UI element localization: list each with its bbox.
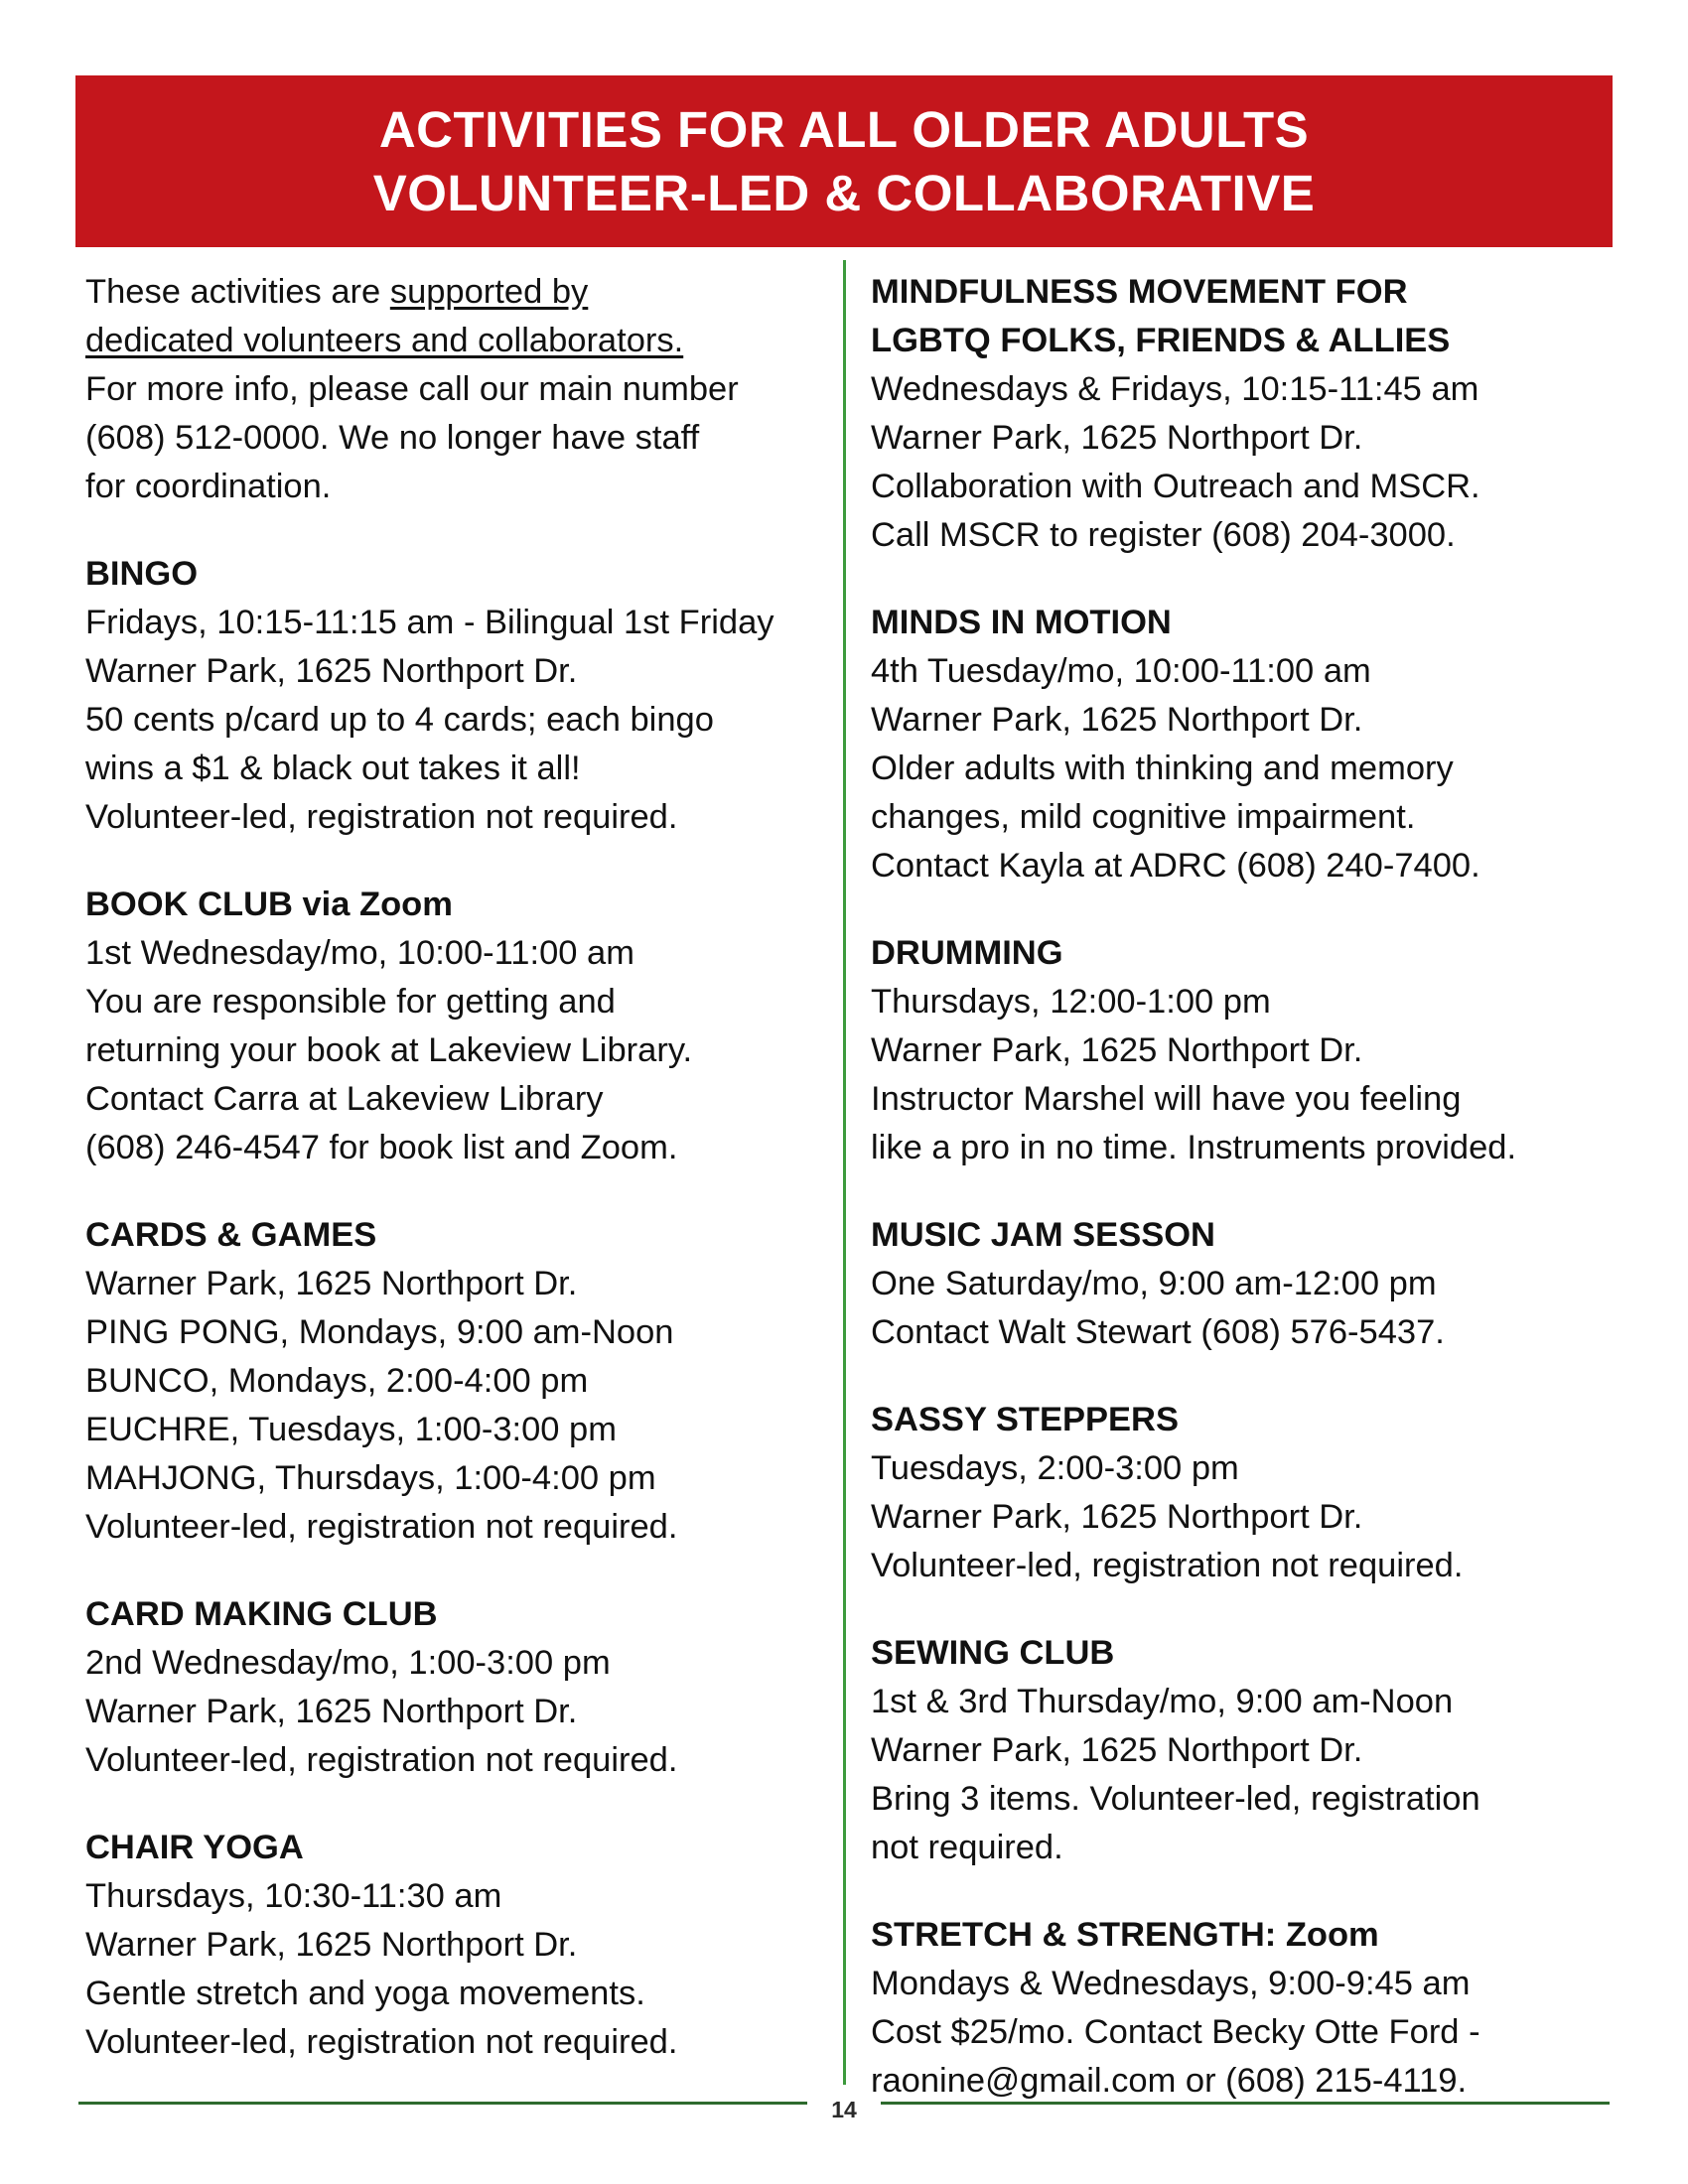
activity-title: DRUMMING: [871, 934, 1063, 972]
intro-text: These activities are: [85, 273, 381, 311]
header-title-line-2: VOLUNTEER-LED & COLLABORATIVE: [372, 164, 1316, 221]
activity-title: SEWING CLUB: [871, 1634, 1115, 1672]
column-divider: [843, 260, 846, 2085]
activity-detail: Contact Walt Stewart (608) 576-5437.: [871, 1313, 1445, 1351]
activity-detail: Contact Kayla at ADRC (608) 240-7400.: [871, 847, 1480, 885]
activity-detail: You are responsible for getting and: [85, 983, 616, 1021]
intro-text: for coordination.: [85, 468, 332, 505]
activity-detail: raonine@gmail.com or (608) 215-4119.: [871, 2062, 1468, 2100]
activity-detail: Volunteer-led, registration not required.: [85, 1741, 678, 1779]
activity-detail: Volunteer-led, registration not required.: [871, 1547, 1464, 1584]
activity-detail: Wednesdays & Fridays, 10:15-11:45 am: [871, 370, 1479, 408]
activity-detail: Contact Carra at Lakeview Library: [85, 1080, 604, 1118]
header-title-line-1: ACTIVITIES FOR ALL OLDER ADULTS: [378, 100, 1310, 158]
activity-detail: Warner Park, 1625 Northport Dr.: [85, 1265, 578, 1302]
intro-text: (608) 512-0000. We no longer have staff: [85, 419, 700, 457]
activity-detail: EUCHRE, Tuesdays, 1:00-3:00 pm: [85, 1411, 617, 1448]
right-column: [871, 268, 1625, 2144]
activity-title: CARD MAKING CLUB: [85, 1595, 438, 1633]
activity-title: BINGO: [85, 555, 199, 593]
activity-detail: Warner Park, 1625 Northport Dr.: [85, 1693, 578, 1730]
footer-rule-right: [881, 2102, 1610, 2105]
activity-detail: like a pro in no time. Instruments provided.: [871, 1129, 1517, 1166]
activity-detail: 1st & 3rd Thursday/mo, 9:00 am-Noon: [871, 1683, 1454, 1720]
activity-detail: Instructor Marshel will have you feeling: [871, 1080, 1462, 1118]
activity-detail: Warner Park, 1625 Northport Dr.: [85, 652, 578, 690]
footer-rule-left: [78, 2102, 807, 2105]
activity-detail: 4th Tuesday/mo, 10:00-11:00 am: [871, 652, 1371, 690]
activity-detail: Warner Park, 1625 Northport Dr.: [85, 1926, 578, 1964]
activity-detail: Call MSCR to register (608) 204-3000.: [871, 516, 1456, 554]
activity-detail: 2nd Wednesday/mo, 1:00-3:00 pm: [85, 1644, 611, 1682]
activity-detail: Warner Park, 1625 Northport Dr.: [871, 419, 1363, 457]
activity-sassy-steppers: [871, 1396, 1625, 1590]
activity-detail: Fridays, 10:15-11:15 am - Bilingual 1st Friday: [85, 604, 774, 641]
activity-title: MINDFULNESS MOVEMENT FOR: [871, 273, 1408, 311]
activity-detail: Volunteer-led, registration not required.: [85, 1508, 678, 1546]
activity-detail: Thursdays, 12:00-1:00 pm: [871, 983, 1271, 1021]
activity-title: MINDS IN MOTION: [871, 604, 1172, 641]
activity-detail: Warner Park, 1625 Northport Dr.: [871, 1498, 1363, 1536]
left-column: [85, 268, 830, 2106]
activity-book-club: [85, 881, 830, 1172]
activity-detail: Mondays & Wednesdays, 9:00-9:45 am: [871, 1965, 1471, 2002]
activity-detail: Warner Park, 1625 Northport Dr.: [871, 1731, 1363, 1769]
activity-detail: Older adults with thinking and memory: [871, 750, 1454, 787]
activity-music-jam-session: [871, 1211, 1625, 1357]
intro-paragraph: [85, 268, 830, 511]
activity-cards-games: [85, 1211, 830, 1552]
activity-detail: Collaboration with Outreach and MSCR.: [871, 468, 1480, 505]
intro-text: For more info, please call our main number: [85, 370, 739, 408]
activity-detail: Warner Park, 1625 Northport Dr.: [871, 701, 1363, 739]
activity-detail: Volunteer-led, registration not required.: [85, 2023, 678, 2061]
activity-detail: MAHJONG, Thursdays, 1:00-4:00 pm: [85, 1459, 656, 1497]
activity-chair-yoga: [85, 1824, 830, 2067]
activity-title: SASSY STEPPERS: [871, 1401, 1179, 1438]
activity-detail: wins a $1 & black out takes it all!: [85, 750, 581, 787]
header-banner: [75, 75, 1613, 247]
activity-title: BOOK CLUB via Zoom: [85, 886, 453, 923]
activity-detail: (608) 246-4547 for book list and Zoom.: [85, 1129, 678, 1166]
activity-detail: 1st Wednesday/mo, 10:00-11:00 am: [85, 934, 634, 972]
activity-detail: Cost $25/mo. Contact Becky Otte Ford -: [871, 2013, 1480, 2051]
activity-detail: returning your book at Lakeview Library.: [85, 1031, 693, 1069]
activity-detail: Bring 3 items. Volunteer-led, registration: [871, 1780, 1480, 1818]
activity-detail: Thursdays, 10:30-11:30 am: [85, 1877, 502, 1915]
activity-detail: Gentle stretch and yoga movements.: [85, 1975, 645, 2012]
activity-drumming: [871, 929, 1625, 1172]
activity-title: LGBTQ FOLKS, FRIENDS & ALLIES: [871, 322, 1451, 359]
intro-underlined-text: supported by: [389, 273, 589, 311]
activity-stretch-strength: [871, 1911, 1625, 2106]
activity-detail: Warner Park, 1625 Northport Dr.: [871, 1031, 1363, 1069]
activity-detail: not required.: [871, 1829, 1063, 1866]
activity-detail: Volunteer-led, registration not required.: [85, 798, 678, 836]
activity-title: MUSIC JAM SESSON: [871, 1216, 1215, 1254]
activity-mindfulness-movement: [871, 268, 1625, 560]
activity-detail: PING PONG, Mondays, 9:00 am-Noon: [85, 1313, 674, 1351]
activity-bingo: [85, 550, 830, 842]
activity-title: CHAIR YOGA: [85, 1829, 304, 1866]
activity-detail: changes, mild cognitive impairment.: [871, 798, 1416, 836]
activity-title: CARDS & GAMES: [85, 1216, 377, 1254]
activity-card-making-club: [85, 1590, 830, 1785]
activity-detail: 50 cents p/card up to 4 cards; each bingo: [85, 701, 714, 739]
activity-detail: BUNCO, Mondays, 2:00-4:00 pm: [85, 1362, 589, 1400]
intro-underlined-text: dedicated volunteers and collaborators.: [85, 322, 684, 359]
activity-sewing-club: [871, 1629, 1625, 1872]
page-number: 14: [831, 2097, 857, 2122]
activity-minds-in-motion: [871, 599, 1625, 890]
activity-detail: Tuesdays, 2:00-3:00 pm: [871, 1449, 1239, 1487]
activity-title: STRETCH & STRENGTH: Zoom: [871, 1916, 1379, 1954]
activity-detail: One Saturday/mo, 9:00 am-12:00 pm: [871, 1265, 1437, 1302]
